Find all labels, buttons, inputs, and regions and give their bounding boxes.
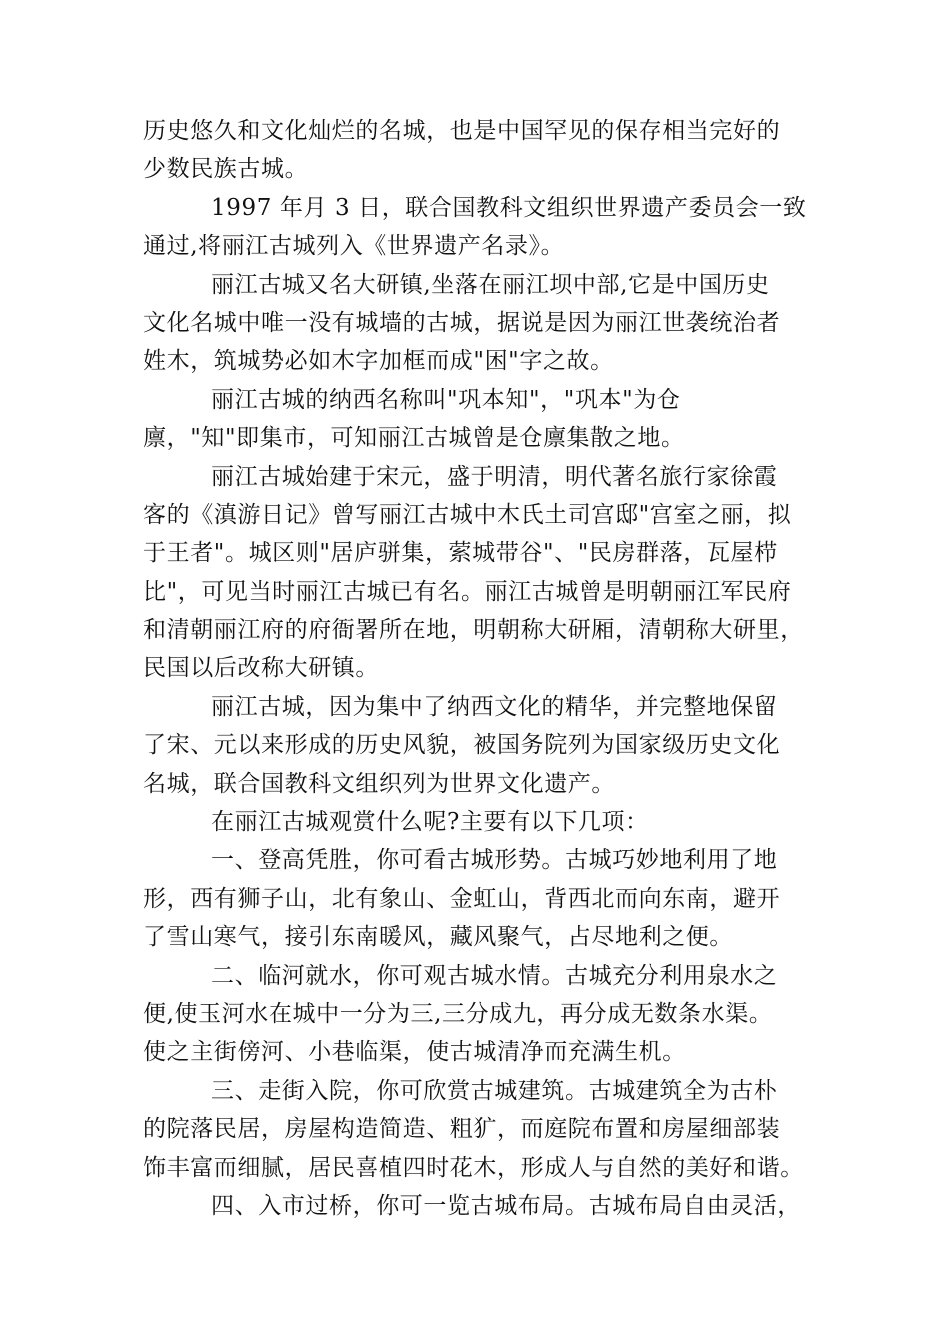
text-line: 名城，联合国教科文组织列为世界文化遗产。 bbox=[143, 770, 615, 797]
text-line: 四、入市过桥，你可一览古城布局。古城布局自由灵活， bbox=[211, 1192, 801, 1219]
text-line: 了雪山寒气，接引东南暖风，藏风聚气，占尽地利之便。 bbox=[143, 924, 733, 951]
text-line: 姓木，筑城势必如木字加框而成"困"字之故。 bbox=[143, 348, 614, 375]
text-line: 使之主街傍河、小巷临渠，使古城清净而充满生机。 bbox=[143, 1039, 686, 1066]
text-line: 文化名城中唯一没有城墙的古城，据说是因为丽江世袭统治者 bbox=[143, 309, 781, 336]
text-line: 的院落民居，房屋构造简造、粗犷，而庭院布置和房屋细部装 bbox=[143, 1116, 781, 1143]
text-line: 饰丰富而细腻，居民喜植四时花木，形成人与自然的美好和谐。 bbox=[143, 1154, 804, 1181]
text-line: 于王者"。城区则"居庐骈集，萦城带谷"、"民房群落，瓦屋栉 bbox=[143, 540, 778, 567]
text-line: 民国以后改称大研镇。 bbox=[143, 655, 379, 682]
text-line: 1997 年月 3 日，联合国教科文组织世界遗产委员会一致 bbox=[211, 194, 807, 221]
text-line: 丽江古城又名大研镇,坐落在丽江坝中部,它是中国历史 bbox=[211, 271, 770, 298]
text-line: 历史悠久和文化灿烂的名城，也是中国罕见的保存相当完好的 bbox=[143, 118, 781, 144]
text-line: 在丽江古城观赏什么呢?主要有以下几项： bbox=[211, 809, 649, 836]
text-line: 了宋、元以来形成的历史风貌，被国务院列为国家级历史文化 bbox=[143, 732, 781, 759]
text-line: 廪，"知"即集市，可知丽江古城曾是仓廪集散之地。 bbox=[143, 425, 685, 452]
text-line: 丽江古城，因为集中了纳西文化的精华，并完整地保留 bbox=[211, 693, 778, 720]
text-line: 一、登高凭胜，你可看古城形势。古城巧妙地利用了地 bbox=[211, 847, 778, 874]
text-line: 三、走街入院，你可欣赏古城建筑。古城建筑全为古朴 bbox=[211, 1077, 778, 1104]
text-line: 和清朝丽江府的府衙署所在地，明朝称大研厢，清朝称大研里， bbox=[143, 617, 804, 644]
text-line: 少数民族古城。 bbox=[143, 156, 309, 183]
document-body bbox=[143, 112, 808, 1225]
text-line: 客的《滇游日记》曾写丽江古城中木氏土司宫邸"宫室之丽，拟 bbox=[143, 501, 792, 528]
text-line: 丽江古城的纳西名称叫"巩本知"，"巩本"为仓 bbox=[211, 386, 681, 413]
text-line: 形，西有狮子山，北有象山、金虹山，背西北而向东南，避开 bbox=[143, 885, 781, 912]
text-line: 便,使玉河水在城中一分为三,三分成九，再分成无数条水渠。 bbox=[143, 1000, 773, 1027]
text-line: 丽江古城始建于宋元，盛于明清，明代著名旅行家徐霞 bbox=[211, 463, 778, 490]
text-line: 比"，可见当时丽江古城已有名。丽江古城曾是明朝丽江军民府 bbox=[143, 578, 792, 605]
text-line: 二、临河就水，你可观古城水情。古城充分利用泉水之 bbox=[211, 962, 778, 989]
text-line: 通过,将丽江古城列入《世界遗产名录》。 bbox=[143, 233, 565, 260]
